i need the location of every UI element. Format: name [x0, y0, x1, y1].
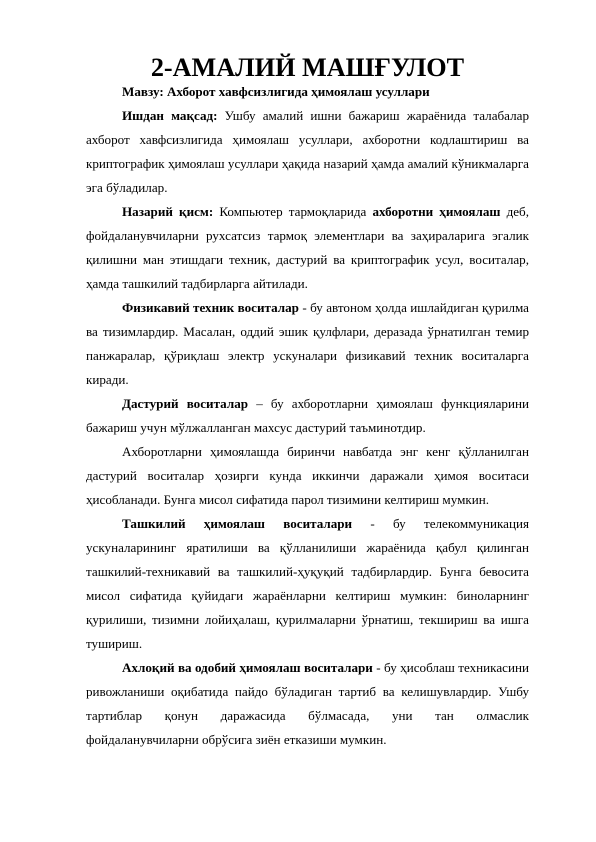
software-means-text: – бу ахборотларни ҳимоялаш функцияларини бажариш учун мўлжалланган махсус дастурий таъминотдир. [86, 396, 530, 435]
moral-means-paragraph [86, 656, 529, 752]
moral-means-text: - бу ҳисоблаш техникасини ривожланиши оқибатида пайдо бўладиган тартиб ва келишувлардир. Ушбу тартиблар қонун даражасида бўлмасада, уни тан олмаслик фойдаланувчиларни обрўсига зиён етказиши мумкин. [86, 660, 529, 747]
goal-text: Ушбу амалий ишни бажариш жараёнида талабалар ахборот хавфсизлигида ҳимоялаш усуллари, ахборотни кодлаштириш ва криптографик ҳимоялаш усуллари ҳақида назарий ҳамда амалий кўникмаларга эга бўладилар. [86, 108, 530, 195]
moral-means-label: Ахлоқий ва одобий ҳимоялаш воситалари [122, 660, 373, 675]
document-page [86, 53, 530, 752]
theory-label: Назарий қисм: [122, 204, 214, 219]
organizational-means-label: Ташкилий ҳимоялаш воситалари [122, 516, 353, 531]
physical-means-paragraph [86, 296, 529, 392]
software-means-paragraph [86, 392, 529, 440]
theory-text-before: Компьютер тармоқларида [213, 204, 373, 219]
physical-means-text: - бу автоном ҳолда ишлайдиган қурилма ва тизимлардир. Масалан, оддий эшик қулфлари, деразада ўрнатилган темир панжаралар, қўриқлаш электр ускуналари физикавий техник воситаларга киради. [86, 300, 529, 387]
organizational-means-paragraph [86, 512, 529, 656]
document-subject: Мавзу: Ахборот хавфсизлигида ҳимоялаш усуллари [122, 84, 430, 99]
theory-text-after: деб, фойдаланувчиларни рухсатсиз тармоқ элементлари ва заҳираларига эгалик қилишни ман этишдаги техник, дастурий ва криптографик усул, воситалар, ҳамда ташкилий тадбирларга айтилади. [86, 204, 529, 291]
physical-means-label: Физикавий техник воситалар [122, 300, 299, 315]
software-note-paragraph: Ахборотларни ҳимоялашда биринчи навбатда энг кенг қўлланилган дастурий воситалар ҳозирги кунда иккинчи даражали ҳимоя воситаси ҳисобланади. Бунга мисол сифатида парол тизимини келтириш мумкин. [86, 444, 529, 507]
theory-paragraph [86, 200, 529, 296]
goal-label: Ишдан мақсад: [122, 108, 218, 123]
goal-paragraph [86, 104, 529, 200]
organizational-means-text: - бу телекоммуникация ускуналарининг яратилиши ва қўлланилиши жараёнида қабул қилинган ташкилий-техникавий ва ташкилий-ҳуқуқий тадбирлардир. Бунга бевосита мисол сифатида қуйидаги жараёнларни келтириш мумкин: биноларнинг қурилиши, тизимни лойиҳалаш, қурилмаларни ўрнатиш, текшириш ва ишга тушириш. [86, 516, 529, 651]
software-means-label: Дастурий воситалар [122, 396, 249, 411]
document-title: 2-АМАЛИЙ МАШҒУЛОТ [150, 53, 465, 82]
theory-highlight: ахборотни ҳимоялаш [372, 204, 501, 219]
